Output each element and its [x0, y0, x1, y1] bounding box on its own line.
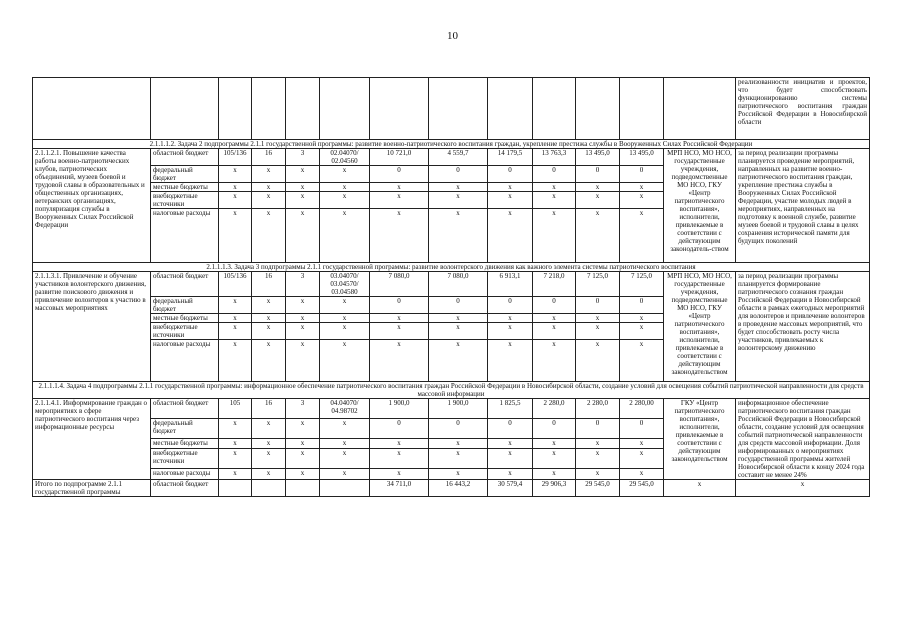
continuation-row: [33, 78, 870, 140]
task-heading: 2.1.1.1.3. Задача 3 подпрограммы 2.1.1 государственной программы: развитие волонтерского движения как важного элемента системы патриотического воспитания: [33, 263, 870, 272]
x-cell: x: [286, 314, 320, 323]
rz-cell: 16: [252, 272, 286, 297]
value-cell: 0: [576, 297, 620, 314]
x-cell: x: [620, 323, 664, 340]
x-cell: x: [488, 192, 533, 209]
x-cell: x: [219, 297, 252, 314]
task-heading: 2.1.1.1.4. Задача 4 подпрограммы 2.1.1 государственной программы: информационное обеспечение патриотического воспитания граждан Российской Федерации в Новосибирской области, создание условий для освещения событий патриотической направленности для средств массовой информации: [33, 382, 870, 399]
value-cell: 0: [370, 418, 429, 438]
funding-source: федеральный бюджет: [151, 418, 219, 438]
program-table: [32, 77, 870, 497]
value-cell: 0: [429, 418, 488, 438]
value-cell: 14 179,5: [488, 149, 533, 166]
x-cell: x: [219, 209, 252, 263]
x-cell: x: [533, 438, 576, 449]
x-cell: x: [620, 209, 664, 263]
x-cell: x: [429, 314, 488, 323]
value-cell: 29 545,0: [576, 480, 620, 497]
x-cell: x: [429, 438, 488, 449]
expected-result: за период реализации программы планируется проведение мероприятий, направленных на развитие военно-патриотического воспитания граждан, укрепление престижа службы в Вооруженных Силах Российской Федерации, участие молодых людей в мероприятиях, направленных на подготовку к военной службе, развитие музеев боевой и трудовой славы в целях сохранения исторической памяти для будущих поколений: [736, 149, 870, 263]
value-cell: 30 579,4: [488, 480, 533, 497]
x-cell: x: [370, 183, 429, 192]
x-cell: x: [320, 469, 370, 480]
x-cell: x: [219, 418, 252, 438]
x-cell: x: [219, 314, 252, 323]
value-cell: 0: [533, 166, 576, 183]
funding-source: областной бюджет: [151, 149, 219, 166]
executors: x: [664, 480, 736, 497]
x-cell: x: [620, 438, 664, 449]
x-cell: x: [219, 192, 252, 209]
x-cell: x: [533, 469, 576, 480]
value-cell: 2 280,0: [533, 399, 576, 419]
value-cell: 0: [576, 418, 620, 438]
x-cell: x: [320, 314, 370, 323]
value-cell: 6 913,1: [488, 272, 533, 297]
executors: ГКУ «Центр патриотического воспитания», исполнители, привлекаемые в соответствии с действующим законодательством: [664, 399, 736, 480]
value-cell: 0: [488, 297, 533, 314]
value-cell: 0: [429, 297, 488, 314]
x-cell: x: [320, 192, 370, 209]
x-cell: x: [576, 183, 620, 192]
x-cell: x: [576, 323, 620, 340]
x-cell: x: [320, 323, 370, 340]
value-cell: 0: [370, 166, 429, 183]
x-cell: x: [576, 469, 620, 480]
value-cell: 29 906,3: [533, 480, 576, 497]
csr-cell: 03.04070/ 03.04570/ 03.04580: [320, 272, 370, 297]
value-cell: 1 825,5: [488, 399, 533, 419]
x-cell: x: [370, 323, 429, 340]
x-cell: x: [576, 340, 620, 382]
x-cell: x: [320, 209, 370, 263]
x-cell: x: [576, 449, 620, 469]
x-cell: x: [252, 323, 286, 340]
value-cell: 4 559,7: [429, 149, 488, 166]
x-cell: x: [219, 323, 252, 340]
x-cell: x: [620, 469, 664, 480]
funding-source: налоговые расходы: [151, 340, 219, 382]
x-cell: x: [286, 438, 320, 449]
value-cell: 0: [533, 297, 576, 314]
pr-cell: 3: [286, 399, 320, 419]
value-cell: 1 900,0: [370, 399, 429, 419]
value-cell: 0: [620, 418, 664, 438]
x-cell: x: [320, 297, 370, 314]
x-cell: x: [219, 469, 252, 480]
x-cell: x: [252, 166, 286, 183]
funding-source: федеральный бюджет: [151, 297, 219, 314]
value-cell: 29 545,0: [620, 480, 664, 497]
x-cell: x: [219, 166, 252, 183]
x-cell: x: [370, 438, 429, 449]
expected-result: за период реализации программы планируется формирование патриотического сознания граждан Российской Федерации в Новосибирской области в рамках ежегодных мероприятий для волонтеров и привлечение волонтеров в проведение массовых мероприятий, что будет способствовать росту числа участников, привлекаемых к волонтерскому движению: [736, 272, 870, 382]
value-cell: 16 443,2: [429, 480, 488, 497]
task-3-heading-row: [33, 263, 870, 272]
x-cell: x: [286, 192, 320, 209]
x-cell: x: [286, 340, 320, 382]
executors: МРП НСО, МО НСО, государственные учреждения, подведомственные МО НСО, ГКУ «Центр патриотического воспитания», исполнители, привлекаемые в соответствии с действующим законодатель-ством: [664, 149, 736, 263]
x-cell: x: [286, 323, 320, 340]
result-text: реализованности инициатив и проектов, что будет способствовать функционированию системы патриотического воспитания граждан Российской Федерации в Новосибирской области: [736, 78, 870, 140]
x-cell: x: [286, 449, 320, 469]
x-cell: x: [429, 183, 488, 192]
x-cell: x: [488, 449, 533, 469]
table-row: [33, 272, 870, 297]
x-cell: x: [576, 192, 620, 209]
activity-name: 2.1.1.3.1. Привлечение и обучение участников волонтерского движения, развитие поискового движения и привлечение волонтеров к участию в массовых мероприятиях: [33, 272, 151, 382]
value-cell: 7 125,0: [576, 272, 620, 297]
x-cell: x: [620, 314, 664, 323]
x-cell: x: [286, 469, 320, 480]
x-cell: x: [620, 183, 664, 192]
x-cell: x: [488, 469, 533, 480]
funding-source: областной бюджет: [151, 480, 219, 497]
x-cell: x: [370, 469, 429, 480]
funding-source: местные бюджеты: [151, 438, 219, 449]
x-cell: x: [219, 183, 252, 192]
x-cell: x: [533, 340, 576, 382]
pr-cell: 3: [286, 149, 320, 166]
funding-source: местные бюджеты: [151, 183, 219, 192]
x-cell: x: [488, 183, 533, 192]
value-cell: 2 280,00: [620, 399, 664, 419]
rz-cell: 16: [252, 399, 286, 419]
x-cell: x: [320, 183, 370, 192]
x-cell: x: [429, 209, 488, 263]
funding-source: областной бюджет: [151, 399, 219, 419]
x-cell: x: [320, 166, 370, 183]
grbs-cell: 105/136: [219, 149, 252, 166]
value-cell: 0: [370, 297, 429, 314]
value-cell: 0: [488, 166, 533, 183]
funding-source: федеральный бюджет: [151, 166, 219, 183]
page-number: 10: [447, 30, 458, 42]
value-cell: 7 080,0: [370, 272, 429, 297]
x-cell: x: [252, 449, 286, 469]
x-cell: x: [576, 438, 620, 449]
funding-source: внебюджетные источники: [151, 449, 219, 469]
x-cell: x: [252, 314, 286, 323]
x-cell: x: [429, 192, 488, 209]
x-cell: x: [219, 438, 252, 449]
value-cell: 0: [620, 166, 664, 183]
funding-source: налоговые расходы: [151, 209, 219, 263]
funding-source: внебюджетные источники: [151, 323, 219, 340]
total-row: [33, 480, 870, 497]
x-cell: x: [286, 166, 320, 183]
x-cell: x: [533, 209, 576, 263]
csr-cell: 04.04070/ 04.98702: [320, 399, 370, 419]
value-cell: 0: [533, 418, 576, 438]
funding-source: местные бюджеты: [151, 314, 219, 323]
x-cell: x: [219, 449, 252, 469]
x-cell: x: [576, 314, 620, 323]
x-cell: x: [252, 438, 286, 449]
x-cell: x: [370, 314, 429, 323]
x-cell: x: [488, 314, 533, 323]
funding-source: областной бюджет: [151, 272, 219, 297]
x-cell: x: [370, 192, 429, 209]
x-cell: x: [370, 209, 429, 263]
funding-source: внебюджетные источники: [151, 192, 219, 209]
x-cell: x: [429, 469, 488, 480]
x-cell: x: [252, 209, 286, 263]
x-cell: x: [252, 297, 286, 314]
value-cell: 13 495,0: [620, 149, 664, 166]
x-cell: x: [533, 314, 576, 323]
x-cell: x: [620, 192, 664, 209]
x-cell: x: [286, 209, 320, 263]
x-cell: x: [620, 340, 664, 382]
x-cell: x: [252, 340, 286, 382]
value-cell: 10 721,0: [370, 149, 429, 166]
x-cell: x: [429, 340, 488, 382]
x-cell: x: [533, 323, 576, 340]
x-cell: x: [370, 340, 429, 382]
x-cell: x: [286, 418, 320, 438]
x-cell: x: [576, 209, 620, 263]
x-cell: x: [620, 449, 664, 469]
value-cell: 34 711,0: [370, 480, 429, 497]
funding-source: налоговые расходы: [151, 469, 219, 480]
value-cell: 7 218,0: [533, 272, 576, 297]
x-cell: x: [320, 340, 370, 382]
x-cell: x: [488, 323, 533, 340]
grbs-cell: 105/136: [219, 272, 252, 297]
value-cell: 0: [620, 297, 664, 314]
x-cell: x: [320, 449, 370, 469]
value-cell: 7 125,0: [620, 272, 664, 297]
value-cell: 2 280,0: [576, 399, 620, 419]
task-heading: 2.1.1.1.2. Задача 2 подпрограммы 2.1.1 государственной программы: развитие военно-патриотического воспитания граждан, укрепление престижа службы в Вооруженных Силах Российской Федерации: [33, 140, 870, 149]
executors: МРП НСО, МО НСО, государственные учреждения, подведомственные МО НСО, ГКУ «Центр патриотического воспитания», исполнители, привлекаемые в соответствии с действующим законодательством: [664, 272, 736, 382]
x-cell: x: [370, 449, 429, 469]
x-cell: x: [252, 469, 286, 480]
x-cell: x: [429, 449, 488, 469]
value-cell: 0: [429, 166, 488, 183]
table-row: [33, 399, 870, 419]
expected-result: информационное обеспечение патриотического воспитания граждан Российской Федерации в Новосибирской области, создание условий для освещения событий патриотической направленности для средств массовой информации. Доля информированных о мероприятиях государственной программы жителей Новосибирской области к концу 2024 года составит не менее 24%: [736, 399, 870, 480]
x-cell: x: [320, 438, 370, 449]
x-cell: x: [252, 183, 286, 192]
value-cell: 0: [576, 166, 620, 183]
x-cell: x: [286, 297, 320, 314]
activity-name: 2.1.1.2.1. Повышение качества работы военно-патриотических клубов, патриотических объединений, музеев боевой и трудовой славы в образовательных и общественных организациях, ветеранских организациях, популяризация службы в Вооруженных Силах Российской Федерации: [33, 149, 151, 263]
x-cell: x: [429, 323, 488, 340]
csr-cell: 02.04070/ 02.04560: [320, 149, 370, 166]
value-cell: 0: [488, 418, 533, 438]
x-cell: x: [252, 418, 286, 438]
x-cell: x: [252, 192, 286, 209]
pr-cell: 3: [286, 272, 320, 297]
value-cell: 7 080,0: [429, 272, 488, 297]
value-cell: 13 763,3: [533, 149, 576, 166]
x-cell: x: [286, 183, 320, 192]
x-cell: x: [533, 449, 576, 469]
x-cell: x: [533, 183, 576, 192]
x-cell: x: [488, 209, 533, 263]
x-cell: x: [488, 340, 533, 382]
total-label: Итого по подпрограмме 2.1.1 государственной программы: [33, 480, 151, 497]
rz-cell: 16: [252, 149, 286, 166]
x-cell: x: [219, 340, 252, 382]
expected-result: x: [736, 480, 870, 497]
x-cell: x: [320, 418, 370, 438]
activity-name: 2.1.1.4.1. Информирование граждан о мероприятиях в сфере патриотического воспитания через информационные ресурсы: [33, 399, 151, 480]
grbs-cell: 105: [219, 399, 252, 419]
task-2-heading-row: [33, 140, 870, 149]
x-cell: x: [488, 438, 533, 449]
value-cell: 13 495,0: [576, 149, 620, 166]
task-4-heading-row: [33, 382, 870, 399]
value-cell: 1 900,0: [429, 399, 488, 419]
x-cell: x: [533, 192, 576, 209]
table-row: [33, 149, 870, 166]
